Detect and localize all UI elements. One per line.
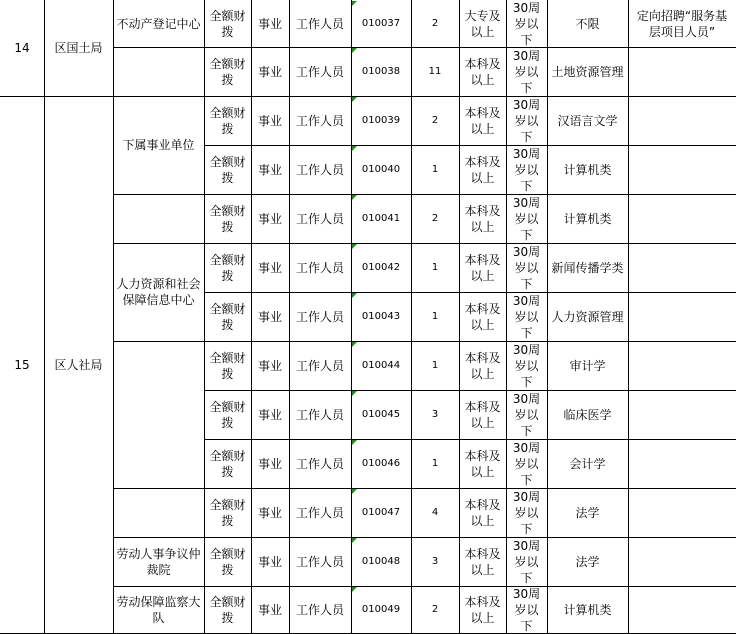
group-number-15-text: 15	[14, 358, 30, 372]
education-text: 大专及以上	[464, 8, 501, 39]
headcount	[411, 537, 459, 586]
grid-line	[113, 47, 204, 48]
grid-line	[204, 537, 736, 538]
major	[547, 194, 628, 243]
position-code	[351, 96, 411, 145]
cell-comment-marker	[352, 48, 357, 53]
grid-line	[113, 586, 204, 587]
headcount	[411, 390, 459, 439]
unit-nature	[251, 96, 289, 145]
age-limit-text: 30周岁以下	[512, 440, 541, 487]
remark	[628, 194, 736, 243]
major-text: 计算机类	[563, 211, 612, 226]
age-limit	[506, 47, 547, 96]
grid-line	[113, 243, 204, 244]
headcount	[411, 586, 459, 634]
major-text: 新闻传播学类	[551, 260, 624, 275]
cell-comment-marker	[352, 195, 357, 200]
headcount-text: 1	[431, 163, 439, 175]
grid-line	[204, 439, 736, 440]
position-code	[351, 488, 411, 537]
unit-name-text: 人力资源和社会保障信息中心	[116, 277, 201, 307]
funding-type-text: 全额财拨	[209, 203, 246, 234]
grid-line	[204, 341, 736, 342]
group-number-14-text: 14	[14, 41, 30, 55]
grid-line	[204, 243, 736, 244]
group-dept-15-text: 区人社局	[54, 358, 103, 372]
funding-type	[204, 96, 251, 145]
position-type	[289, 96, 351, 145]
age-limit-text: 30周岁以下	[512, 0, 541, 47]
position-type	[289, 145, 351, 194]
grid-line	[113, 194, 204, 195]
grid-line	[204, 194, 736, 195]
funding-type-text: 全额财拨	[209, 399, 246, 430]
age-limit-text: 30周岁以下	[512, 146, 541, 193]
unit-nature-text: 事业	[257, 603, 282, 617]
age-limit	[506, 0, 547, 47]
major	[547, 145, 628, 194]
cell-comment-marker	[352, 342, 357, 347]
age-limit	[506, 390, 547, 439]
headcount-text: 3	[431, 408, 439, 420]
major-text: 计算机类	[563, 603, 612, 617]
position-type-text: 工作人员	[295, 358, 344, 373]
unit-nature	[251, 145, 289, 194]
position-type	[289, 537, 351, 586]
funding-type-text: 全额财拨	[209, 595, 246, 625]
unit-name-text: 不动产登记中心	[116, 16, 201, 31]
position-code	[351, 586, 411, 634]
funding-type-text: 全额财拨	[209, 8, 246, 39]
age-limit	[506, 586, 547, 634]
funding-type	[204, 488, 251, 537]
position-type-text: 工作人员	[295, 505, 344, 520]
remark	[628, 341, 736, 390]
major-text: 不限	[575, 16, 600, 31]
age-limit	[506, 488, 547, 537]
education	[459, 439, 506, 488]
position-code	[351, 0, 411, 47]
funding-type	[204, 47, 251, 96]
position-code-text: 010043	[361, 310, 401, 322]
remark	[628, 47, 736, 96]
position-code	[351, 292, 411, 341]
age-limit	[506, 194, 547, 243]
age-limit	[506, 145, 547, 194]
education-text: 本科及以上	[464, 448, 501, 479]
grid-line	[113, 488, 204, 489]
age-limit	[506, 537, 547, 586]
age-limit-text: 30周岁以下	[512, 244, 541, 291]
remark	[628, 586, 736, 634]
unit-nature-text: 事业	[257, 407, 282, 422]
position-type	[289, 586, 351, 634]
age-limit-text: 30周岁以下	[512, 538, 541, 585]
age-limit	[506, 341, 547, 390]
headcount-text: 1	[431, 261, 439, 273]
funding-type	[204, 439, 251, 488]
group-number-14	[0, 0, 44, 96]
major	[547, 292, 628, 341]
age-limit-text: 30周岁以下	[512, 391, 541, 438]
position-code-text: 010042	[361, 261, 401, 273]
funding-type-text: 全额财拨	[209, 154, 246, 185]
unit-nature	[251, 292, 289, 341]
unit-nature-text: 事业	[257, 309, 282, 324]
education	[459, 537, 506, 586]
funding-type	[204, 537, 251, 586]
funding-type-text: 全额财拨	[209, 252, 246, 283]
major	[547, 47, 628, 96]
unit-nature	[251, 390, 289, 439]
cell-comment-marker	[352, 244, 357, 249]
major-text: 土地资源管理	[551, 64, 624, 79]
major-text: 计算机类	[563, 162, 612, 177]
age-limit-text: 30周岁以下	[512, 489, 541, 536]
group-dept-14-text: 区国土局	[54, 41, 103, 55]
education	[459, 390, 506, 439]
cell-comment-marker	[352, 440, 357, 445]
funding-type-text: 全额财拨	[209, 105, 246, 136]
headcount-text: 2	[431, 17, 439, 29]
position-type	[289, 439, 351, 488]
position-code-text: 010038	[361, 65, 401, 77]
cell-comment-marker	[352, 587, 357, 592]
group-dept-14	[44, 0, 113, 96]
education-text: 本科及以上	[464, 203, 501, 234]
position-code	[351, 390, 411, 439]
major-text: 汉语言文学	[557, 113, 618, 128]
grid-line	[113, 537, 204, 538]
unit-nature	[251, 243, 289, 292]
remark	[628, 96, 736, 145]
position-code-text: 010041	[361, 212, 401, 224]
education	[459, 488, 506, 537]
education	[459, 292, 506, 341]
major-text: 会计学	[569, 456, 606, 471]
major	[547, 537, 628, 586]
funding-type	[204, 292, 251, 341]
unit-nature-text: 事业	[257, 358, 282, 373]
major-text: 审计学	[569, 358, 606, 373]
education	[459, 145, 506, 194]
headcount	[411, 488, 459, 537]
funding-type	[204, 586, 251, 634]
unit-nature	[251, 537, 289, 586]
headcount-text: 2	[431, 212, 439, 224]
education-text: 本科及以上	[464, 154, 501, 185]
remark	[628, 145, 736, 194]
position-code	[351, 537, 411, 586]
position-type-text: 工作人员	[295, 64, 344, 79]
major	[547, 0, 628, 47]
age-limit-text: 30周岁以下	[512, 342, 541, 389]
position-code-text: 010044	[361, 359, 401, 371]
age-limit	[506, 96, 547, 145]
headcount	[411, 145, 459, 194]
education-text: 本科及以上	[464, 546, 501, 577]
funding-type-text: 全额财拨	[209, 56, 246, 87]
remark	[628, 439, 736, 488]
headcount	[411, 243, 459, 292]
position-code-text: 010047	[361, 506, 401, 518]
funding-type-text: 全额财拨	[209, 350, 246, 381]
education	[459, 194, 506, 243]
age-limit-text: 30周岁以下	[512, 97, 541, 144]
grid-line	[204, 390, 736, 391]
position-code	[351, 341, 411, 390]
major	[547, 341, 628, 390]
headcount-text: 11	[428, 65, 442, 77]
position-code-text: 010046	[361, 457, 401, 469]
unit-name	[113, 537, 204, 586]
headcount	[411, 341, 459, 390]
cell-comment-marker	[352, 538, 357, 543]
unit-nature-text: 事业	[257, 554, 282, 569]
cell-comment-marker	[352, 1, 357, 6]
grid-line	[204, 47, 736, 48]
unit-name-text: 下属事业单位	[122, 138, 195, 152]
position-type	[289, 390, 351, 439]
age-limit	[506, 439, 547, 488]
education-text: 本科及以上	[464, 301, 501, 332]
major	[547, 439, 628, 488]
remark	[628, 390, 736, 439]
unit-nature-text: 事业	[257, 456, 282, 471]
major	[547, 96, 628, 145]
cell-comment-marker	[352, 489, 357, 494]
headcount	[411, 47, 459, 96]
unit-name	[113, 586, 204, 634]
education-text: 本科及以上	[464, 252, 501, 283]
position-type-text: 工作人员	[295, 456, 344, 471]
funding-type-text: 全额财拨	[209, 546, 246, 577]
major-text: 临床医学	[563, 407, 612, 422]
age-limit-text: 30周岁以下	[512, 195, 541, 242]
position-type-text: 工作人员	[295, 407, 344, 422]
position-type-text: 工作人员	[295, 113, 344, 128]
age-limit-text: 30周岁以下	[512, 293, 541, 340]
major	[547, 390, 628, 439]
education	[459, 0, 506, 47]
grid-line	[204, 96, 736, 97]
unit-nature-text: 事业	[257, 64, 282, 79]
position-code	[351, 439, 411, 488]
grid-line	[204, 488, 736, 489]
headcount	[411, 292, 459, 341]
position-code	[351, 243, 411, 292]
position-type-text: 工作人员	[295, 260, 344, 275]
funding-type-text: 全额财拨	[209, 301, 246, 332]
headcount-text: 4	[431, 506, 439, 518]
age-limit-text: 30周岁以下	[512, 48, 541, 95]
funding-type	[204, 243, 251, 292]
unit-nature	[251, 439, 289, 488]
position-type	[289, 47, 351, 96]
funding-type	[204, 341, 251, 390]
remark	[628, 488, 736, 537]
remark	[628, 292, 736, 341]
position-code-text: 010045	[361, 408, 401, 420]
unit-name	[113, 341, 204, 488]
unit-nature-text: 事业	[257, 260, 282, 275]
unit-name-text: 劳动人事争议仲裁院	[116, 546, 201, 577]
education-text: 本科及以上	[464, 105, 501, 136]
headcount	[411, 0, 459, 47]
unit-name	[113, 488, 204, 537]
unit-name-text: 劳动保障监察大队	[116, 595, 201, 625]
unit-nature	[251, 341, 289, 390]
position-type-text: 工作人员	[295, 211, 344, 226]
headcount	[411, 96, 459, 145]
age-limit	[506, 243, 547, 292]
unit-name	[113, 96, 204, 194]
major	[547, 488, 628, 537]
headcount-text: 2	[431, 604, 439, 615]
group-dept-15	[44, 96, 113, 634]
funding-type	[204, 390, 251, 439]
unit-name	[113, 47, 204, 96]
grid-line	[113, 341, 204, 342]
education	[459, 341, 506, 390]
position-type-text: 工作人员	[295, 309, 344, 324]
education-text: 本科及以上	[464, 497, 501, 528]
unit-nature-text: 事业	[257, 505, 282, 520]
unit-nature	[251, 488, 289, 537]
remark	[628, 537, 736, 586]
education	[459, 586, 506, 634]
unit-nature-text: 事业	[257, 16, 282, 31]
education-text: 本科及以上	[464, 595, 501, 625]
cell-comment-marker	[352, 97, 357, 102]
funding-type	[204, 145, 251, 194]
unit-nature	[251, 47, 289, 96]
education-text: 本科及以上	[464, 350, 501, 381]
unit-nature-text: 事业	[257, 113, 282, 128]
unit-name	[113, 243, 204, 341]
position-type-text: 工作人员	[295, 162, 344, 177]
major	[547, 586, 628, 634]
headcount	[411, 439, 459, 488]
position-type	[289, 0, 351, 47]
unit-nature	[251, 194, 289, 243]
major-text: 法学	[575, 505, 600, 520]
education	[459, 243, 506, 292]
position-type-text: 工作人员	[295, 603, 344, 617]
position-code-text: 010037	[361, 17, 401, 29]
grid-line	[204, 586, 736, 587]
position-code	[351, 194, 411, 243]
unit-nature	[251, 586, 289, 634]
position-code-text: 010048	[361, 555, 401, 567]
group-number-15	[0, 96, 44, 634]
position-code-text: 010040	[361, 163, 401, 175]
cell-comment-marker	[352, 293, 357, 298]
headcount	[411, 194, 459, 243]
position-code-text: 010049	[361, 604, 401, 615]
cell-comment-marker	[352, 146, 357, 151]
grid-line	[0, 96, 204, 97]
position-type-text: 工作人员	[295, 554, 344, 569]
cell-comment-marker	[352, 391, 357, 396]
age-limit	[506, 292, 547, 341]
position-type	[289, 243, 351, 292]
position-code	[351, 47, 411, 96]
position-code-text: 010039	[361, 114, 401, 126]
headcount-text: 2	[431, 114, 439, 126]
grid-line	[204, 145, 736, 146]
remark	[628, 243, 736, 292]
unit-nature	[251, 0, 289, 47]
funding-type	[204, 194, 251, 243]
headcount-text: 3	[431, 555, 439, 567]
funding-type	[204, 0, 251, 47]
position-type-text: 工作人员	[295, 16, 344, 31]
position-type	[289, 488, 351, 537]
major	[547, 243, 628, 292]
unit-nature-text: 事业	[257, 211, 282, 226]
education	[459, 96, 506, 145]
age-limit-text: 30周岁以下	[512, 587, 541, 633]
position-type	[289, 194, 351, 243]
remark	[628, 0, 736, 47]
position-type	[289, 292, 351, 341]
funding-type-text: 全额财拨	[209, 448, 246, 479]
unit-nature-text: 事业	[257, 162, 282, 177]
position-type	[289, 341, 351, 390]
major-text: 法学	[575, 554, 600, 569]
education-text: 本科及以上	[464, 56, 501, 87]
major-text: 人力资源管理	[551, 309, 624, 324]
position-code	[351, 145, 411, 194]
funding-type-text: 全额财拨	[209, 497, 246, 528]
unit-name	[113, 0, 204, 47]
grid-line	[204, 292, 736, 293]
unit-name	[113, 194, 204, 243]
headcount-text: 1	[431, 457, 439, 469]
headcount-text: 1	[431, 310, 439, 322]
education	[459, 47, 506, 96]
education-text: 本科及以上	[464, 399, 501, 430]
headcount-text: 1	[431, 359, 439, 371]
remark-text: 定向招聘“服务基层项目人员”	[636, 8, 728, 39]
